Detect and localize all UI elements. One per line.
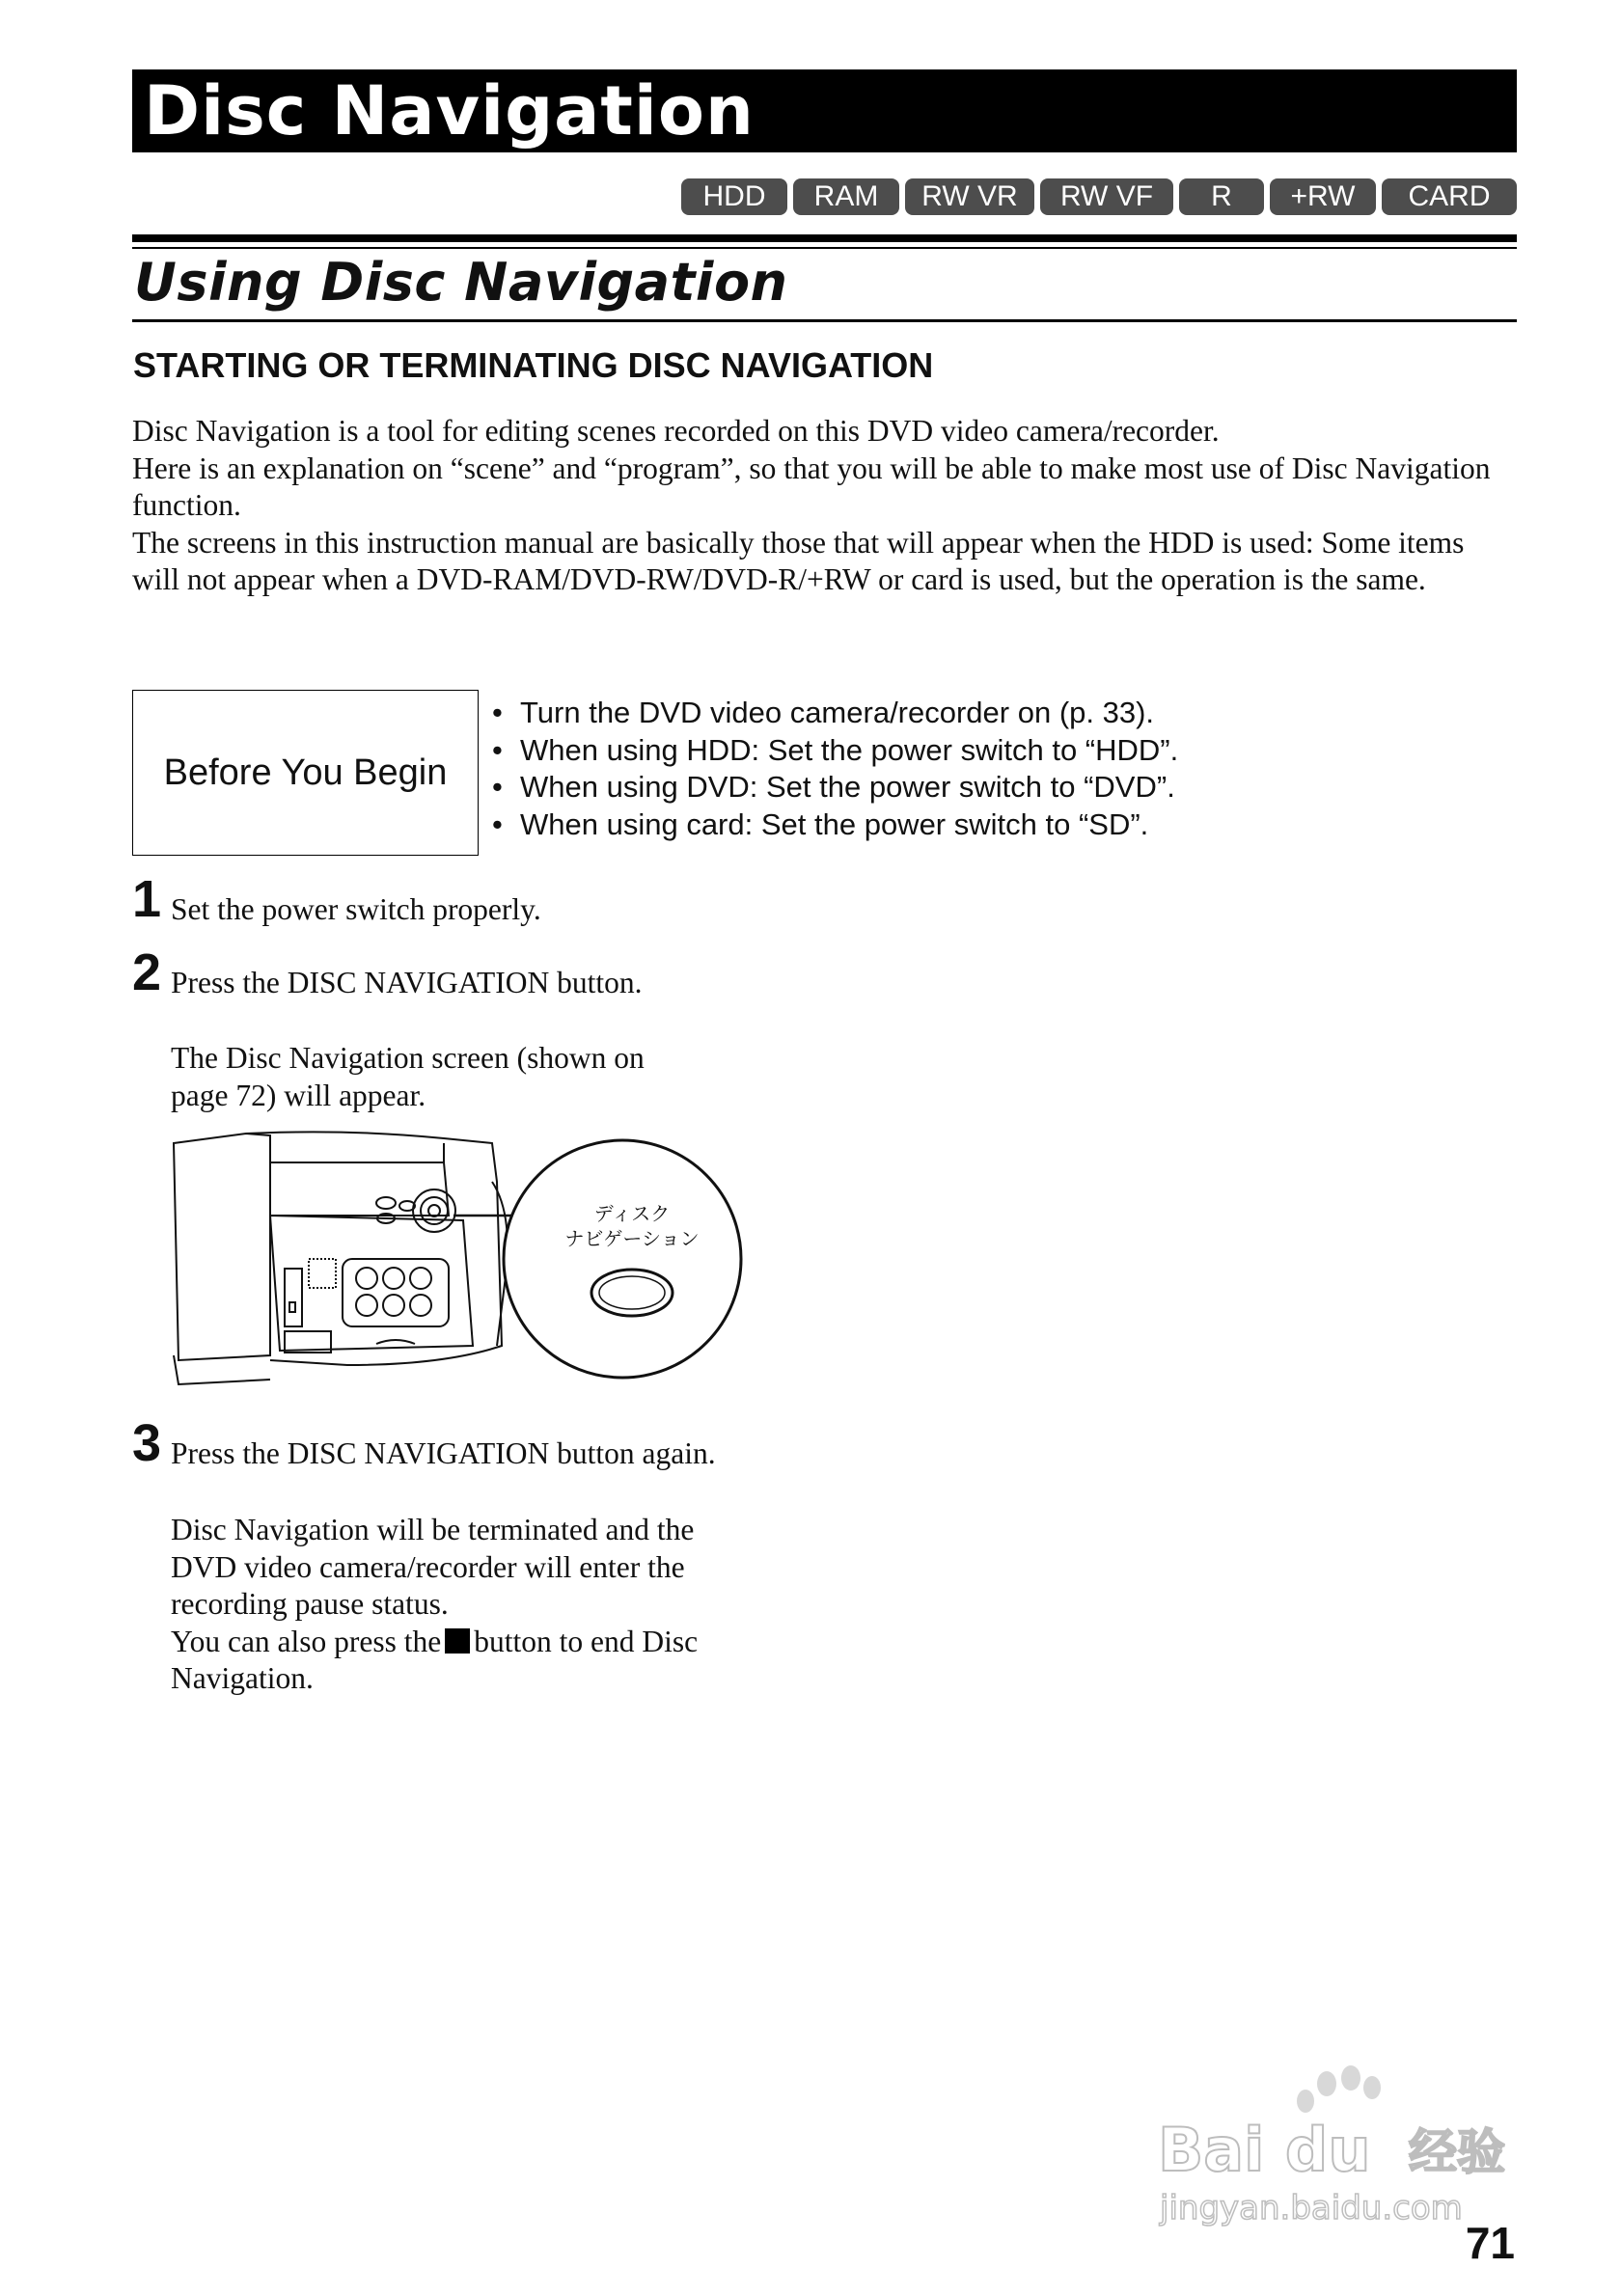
- page-title: Disc Navigation: [132, 69, 1517, 152]
- section-title: Using Disc Navigation: [134, 252, 788, 313]
- button-label-line1: ディスク: [593, 1202, 671, 1225]
- zoom-callout: [504, 1140, 741, 1378]
- media-tab-plus-rw: +RW: [1270, 178, 1376, 215]
- intro-paragraph: Here is an explanation on “scene” and “program”, so that you will be able to make most use of Disc Navigation function.: [132, 451, 1491, 522]
- bullet-icon: •: [492, 806, 503, 841]
- step-text: Press the DISC NAVIGATION button again.: [171, 1436, 716, 1470]
- media-tab-card: CARD: [1382, 178, 1517, 215]
- step-3-note: Disc Navigation will be terminated and the DVD video camera/recorder will enter the recording pause status. You can also press the button to end Disc Navigation.: [171, 1513, 699, 1695]
- step-text: Set the power switch properly.: [171, 892, 541, 926]
- before-you-begin-text: Before You Begin: [163, 752, 448, 793]
- list-item: • When using DVD: Set the power switch to “DVD”.: [492, 769, 1178, 806]
- sub-heading: STARTING OR TERMINATING DISC NAVIGATION: [133, 345, 934, 385]
- media-tab-ram: RAM: [793, 178, 899, 215]
- lcd-screen-shape: [174, 1134, 270, 1360]
- list-item: • When using HDD: Set the power switch to “HDD”.: [492, 732, 1178, 770]
- button-label-line2: ナビゲーション: [564, 1227, 700, 1250]
- stop-button-icon: [445, 1628, 470, 1654]
- intro-paragraph: The screens in this instruction manual are basically those that will appear when the HDD is used: Some items will not appear when a DVD-RAM/DVD-RW/DVD-R/+RW or card is used, but the operation is the same.: [132, 525, 1465, 596]
- step-number: 1: [132, 870, 162, 928]
- section-underline: [132, 319, 1517, 322]
- watermark-brand-suffix: 经验: [1409, 2124, 1505, 2180]
- intro-text: [132, 413, 1517, 599]
- step-text: Press the DISC NAVIGATION button.: [171, 966, 643, 999]
- step-2-note: The Disc Navigation screen (shown on page 72) will appear.: [171, 1041, 645, 1112]
- media-tab-hdd: HDD: [681, 178, 787, 215]
- watermark-brand: Bai du: [1158, 2115, 1371, 2185]
- intro-paragraph: Disc Navigation is a tool for editing scenes recorded on this DVD video camera/recorder.: [132, 414, 1220, 448]
- before-you-begin-list: [492, 695, 1178, 843]
- before-you-begin-label: [132, 690, 479, 856]
- camcorder-illustration: [154, 1124, 772, 1404]
- step-number: 3: [132, 1414, 162, 1472]
- bullet-icon: •: [492, 770, 503, 804]
- divider-thick: [132, 234, 1517, 242]
- bullet-icon: •: [492, 696, 503, 729]
- page-number: 71: [1465, 2218, 1515, 2268]
- bullet-icon: •: [492, 732, 503, 767]
- media-tab-r: R: [1179, 178, 1264, 215]
- list-item: • When using card: Set the power switch to “SD”.: [492, 806, 1178, 844]
- media-tab-rw-vf: RW VF: [1040, 178, 1173, 215]
- watermark-url: jingyan.baidu.com: [1160, 2189, 1463, 2228]
- paw-icon: [1297, 2065, 1381, 2113]
- media-tab-rw-vr: RW VR: [905, 178, 1034, 215]
- list-item: • Turn the DVD video camera/recorder on (p. 33).: [492, 695, 1178, 732]
- baidu-watermark: [1148, 2064, 1534, 2238]
- step-number: 2: [132, 943, 162, 1001]
